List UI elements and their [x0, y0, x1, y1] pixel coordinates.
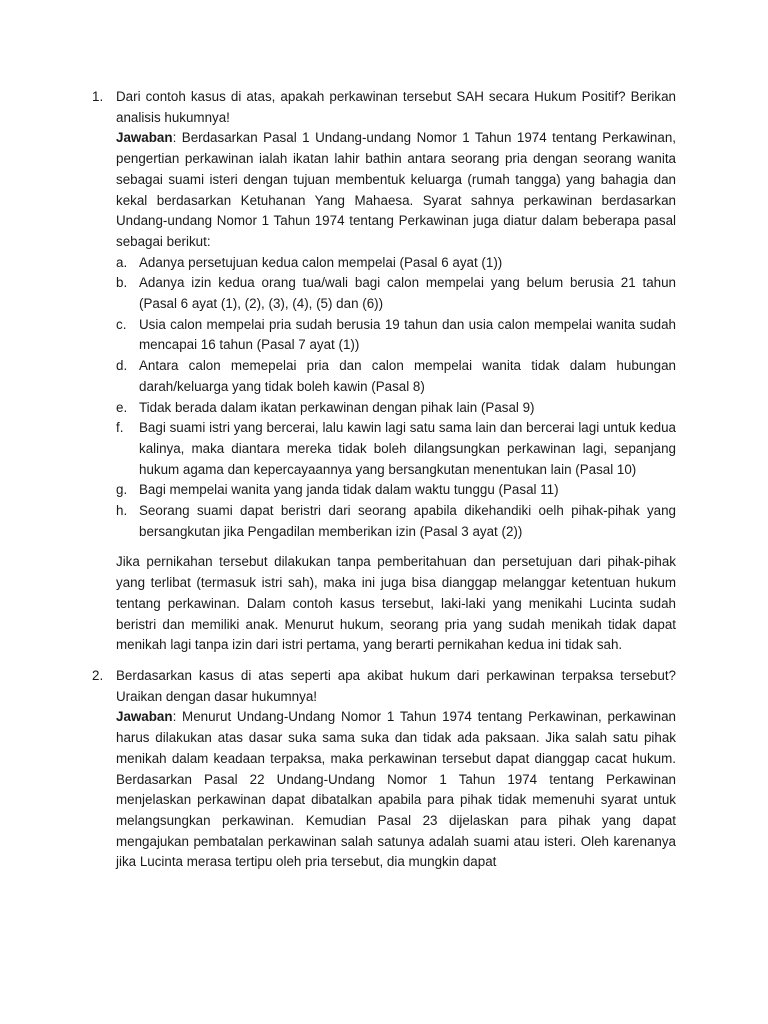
question-number: 2.: [92, 667, 104, 683]
requirements-list: [116, 253, 676, 543]
closing-paragraph: Jika pernikahan tersebut dilakukan tanpa pemberitahuan dan persetujuan dari pihak-pihak yang terlibat (termasuk istri sah), maka ini juga bisa dianggap melanggar ketentuan hukum tentang perkawinan. Dalam contoh kasus tersebut, laki-laki yang menikahi Lucinta sudah beristri dan memiliki anak. Menurut hukum, seorang pria yang sudah menikah tidak dapat menikah lagi tanpa izin dari istri pertama, yang berarti pernikahan kedua ini tidak sah.: [116, 554, 676, 653]
question-number: 1.: [92, 89, 104, 104]
list-item-text: Tidak berada dalam ikatan perkawinan dengan pihak lain (Pasal 9): [139, 399, 535, 415]
list-item-letter: f.: [116, 420, 124, 436]
question-text: Dari contoh kasus di atas, apakah perkawinan tersebut SAH secara Hukum Positif? Berikan analisis hukumnya!: [116, 89, 676, 125]
answer-intro-text: : Berdasarkan Pasal 1 Undang-undang Nomor 1 Tahun 1974 tentang Perkawinan, pengertian perkawinan ialah ikatan lahir bathin antara seorang pria dengan seorang wanita sebagai suami isteri dengan tujuan membentuk keluarga (rumah tangga) yang bahagia dan kekal berdasarkan Ketuhanan Yang Mahaesa. Syarat sahnya perkawinan berdasarkan Undang-undang Nomor 1 Tahun 1974 tentang Perkawinan juga diatur dalam beberapa pasal sebagai berikut:: [116, 130, 676, 249]
list-item-text: Seorang suami dapat beristri dari seorang apabila dikehandiki oelh pihak-pihak yang bersangkutan jika Pengadilan memberikan izin (Pasal 3 ayat (2)): [139, 503, 676, 539]
list-item: [116, 398, 676, 419]
question-1: [92, 87, 676, 656]
list-item: [116, 418, 676, 480]
list-item-letter: c.: [116, 316, 127, 332]
list-item: [116, 253, 676, 274]
question-text: Berdasarkan kasus di atas seperti apa akibat hukum dari perkawinan terpaksa tersebut? Uraikan dengan dasar hukumnya!: [116, 667, 676, 704]
answer-intro-text: : Menurut Undang-Undang Nomor 1 Tahun 1974 tentang Perkawinan, perkawinan harus dilakukan atas dasar suka sama suka dan tidak ada paksaan. Jika salah satu pihak menikah dalam keadaan terpaksa, maka perkawinan tersebut dapat dianggap cacat hukum. Berdasarkan Pasal 22 Undang-Undang Nomor 1 Tahun 1974 tentang Perkawinan menjelaskan perkawinan dapat dibatalkan apabila para pihak tidak memenuhi syarat untuk melangsungkan perkawinan. Kemudian Pasal 23 dijelaskan para pihak yang dapat mengajukan pembatalan perkawinan salah satunya adalah suami atau isteri. Oleh karenanya jika Lucinta merasa tertipu oleh pria tersebut, dia mungkin dapat: [116, 709, 676, 870]
list-item: [116, 501, 676, 542]
list-item: [116, 356, 676, 397]
answer-label: Jawaban: [116, 130, 173, 146]
list-item-letter: g.: [116, 482, 128, 498]
answer-intro: [116, 128, 676, 252]
list-item-text: Bagi mempelai wanita yang janda tidak dalam waktu tunggu (Pasal 11): [139, 482, 559, 498]
list-item-letter: d.: [116, 358, 128, 374]
list-item: [116, 315, 676, 356]
list-item-letter: e.: [116, 399, 128, 415]
list-item-text: Bagi suami istri yang bercerai, lalu kawin lagi satu sama lain dan bercerai lagi untuk kedua kalinya, maka diantara mereka tidak boleh dilangsungkan perkawinan lagi, sepanjang hukum agama dan kepercayaannya yang bersangkutan menentukan lain (Pasal 10): [139, 420, 676, 477]
list-item-letter: h.: [116, 503, 128, 519]
list-item-text: Antara calon memepelai pria dan calon mempelai wanita tidak dalam hubungan darah/keluarga yang tidak boleh kawin (Pasal 8): [139, 358, 676, 394]
list-item-text: Adanya persetujuan kedua calon mempelai (Pasal 6 ayat (1)): [139, 254, 503, 270]
question-2: [92, 666, 676, 873]
list-item-letter: b.: [116, 275, 128, 291]
answer-intro: [116, 707, 676, 873]
document-content: [92, 87, 676, 873]
list-item-text: Adanya izin kedua orang tua/wali bagi calon mempelai yang belum berusia 21 tahun (Pasal 6 ayat (1), (2), (3), (4), (5) dan (6)): [139, 275, 676, 312]
list-item: [116, 273, 676, 314]
list-item: [116, 480, 676, 501]
answer-label: Jawaban: [116, 709, 173, 725]
list-item-letter: a.: [116, 254, 128, 270]
list-item-text: Usia calon mempelai pria sudah berusia 19 tahun dan usia calon mempelai wanita sudah mencapai 16 tahun (Pasal 7 ayat (1)): [139, 316, 676, 353]
